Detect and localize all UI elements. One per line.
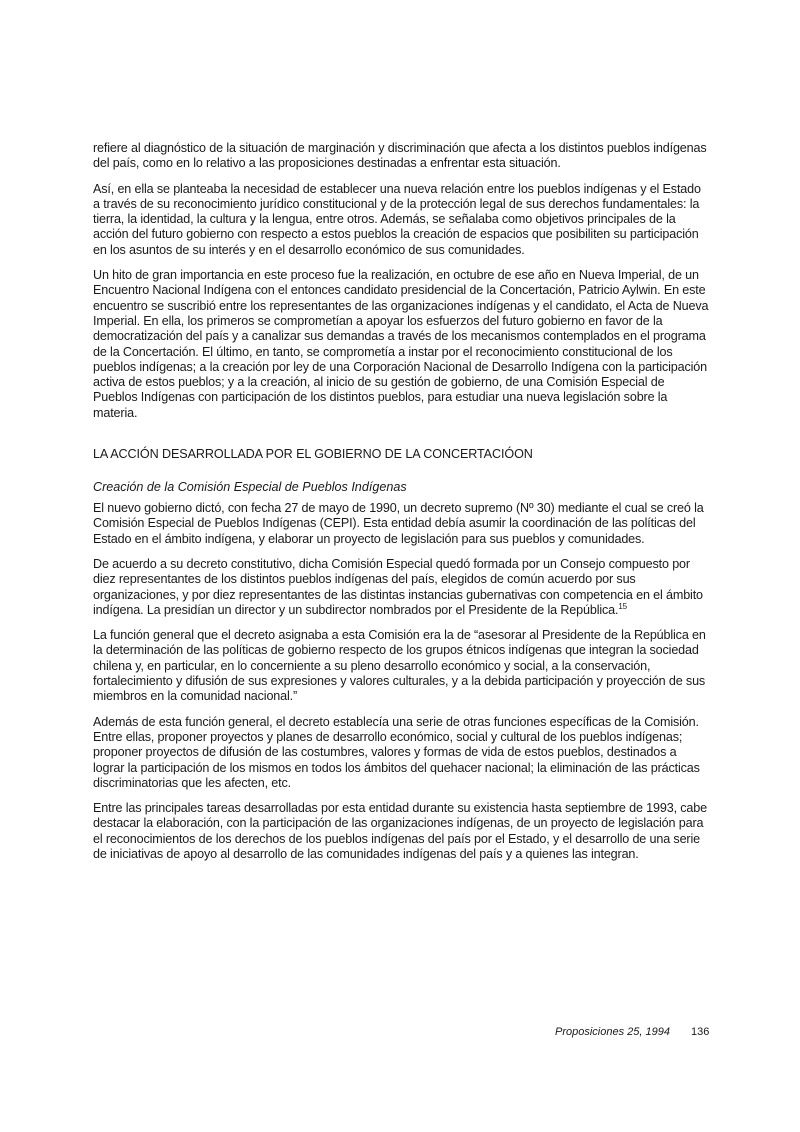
page-number: 136 [691,1026,710,1038]
footer-journal-citation: Proposiciones 25, 1994 [555,1026,670,1038]
subheading: Creación de la Comisión Especial de Pueblos Indígenas [93,480,407,495]
paragraph-intro-2: Así, en ella se planteaba la necesidad de establecer una nueva relación entre los pueblos indígenas y el Estado a través de su reconocimiento jurídico constitucional y de la protección legal de sus derechos fundamentales: la tierra, la identidad, la cultura y la lengua, entre otros. Además, se señalaba como objetivos principales de la acción del futuro gobierno con respecto a estos pueblos la creación de espacios que posibiliten su participación en los asuntos de su interés y en el desarrollo económico de sus comunidades. [93,181,701,257]
paragraph-section-5: Entre las principales tareas desarrolladas por esta entidad durante su existencia hasta septiembre de 1993, cabe destacar la elaboración, con la participación de las organizaciones indígenas, de un proyecto de legislación para el reconocimientos de los derechos de los pueblos indígenas del país por el Estado, y el desarrollo de una serie de iniciativas de apoyo al desarrollo de las comunidades indígenas del país y a quienes las integran. [93,801,707,861]
paragraph-section-3: La función general que el decreto asignaba a esta Comisión era la de “asesorar al Presidente de la República en la determinación de las políticas de gobierno respecto de los grupos étnicos indígenas que integran la sociedad chilena y, en particular, en lo concerniente a su pleno desarrollo económico y social, a la conservación, fortalecimiento y difusión de sus expresiones y valores culturales, y a la debida participación y proyección de sus miembros en la comunidad nacional.” [93,628,706,704]
paragraph-intro-1: refiere al diagnóstico de la situación de marginación y discriminación que afecta a los distintos pueblos indígenas del país, como en lo relativo a las proposiciones destinadas a enfrentar esta situación. [93,141,707,171]
page-footer [555,1026,710,1039]
paragraph-section-2-text: De acuerdo a su decreto constitutivo, dicha Comisión Especial quedó formada por un Consejo compuesto por diez representantes de los distintos pueblos indígenas del país, elegidos de común acuerdo por sus organizaciones, y por diez representantes de las distintas instancias gubernativas con competencia en el ámbito indígena. La presidían un director y un subdirector nombrados por el Presidente de la República. [93,556,703,617]
paragraph-section-4: Además de esta función general, el decreto establecía una serie de otras funciones específicas de la Comisión. Entre ellas, proponer proyectos y planes de desarrollo económico, social y cultural de los pueblos indígenas; proponer proyectos de difusión de las costumbres, valores y formas de vida de estos pueblos, destinados a lograr la participación de los mismos en todos los ámbitos del quehacer nacional; la eliminación de las prácticas discriminatorias que les afecten, etc. [93,714,700,790]
page-body [93,141,709,872]
paragraph-section-1: El nuevo gobierno dictó, con fecha 27 de mayo de 1990, un decreto supremo (Nº 30) mediante el cual se creó la Comisión Especial de Pueblos Indígenas (CEPI). Esta entidad debía asumir la coordinación de las políticas del Estado en el ámbito indígena, y elaborar un proyecto de legislación para sus pueblos y comunidades. [93,501,704,546]
footnote-reference[interactable]: 15 [618,601,627,611]
paragraph-intro-3: Un hito de gran importancia en este proceso fue la realización, en octubre de ese año en Nueva Imperial, de un Encuentro Nacional Indígena con el entonces candidato presidencial de la Concertación, Patricio Aylwin. En este encuentro se suscribió entre los representantes de las organizaciones indígenas y el candidato, el Acta de Nueva Imperial. En ella, los primeros se comprometían a apoyar los esfuerzos del futuro gobierno en favor de la democratización del país y a canalizar sus demandas a través de los mecanismos contemplados en el programa de la Concertación. El último, en tanto, se comprometía a instar por el reconocimiento constitucional de los pueblos indígenas; a la creación por ley de una Corporación Nacional de Desarrollo Indígena con la participación activa de estos pueblos; y a la creación, al inicio de su gestión de gobierno, de una Comisión Especial de Pueblos Indígenas con participación de los distintos pueblos, para estudiar una nueva legislación sobre la materia. [93,268,709,420]
section-heading: LA ACCIÓN DESARROLLADA POR EL GOBIERNO DE LA CONCERTACIÓON [93,447,533,462]
paragraph-section-2 [93,557,709,618]
